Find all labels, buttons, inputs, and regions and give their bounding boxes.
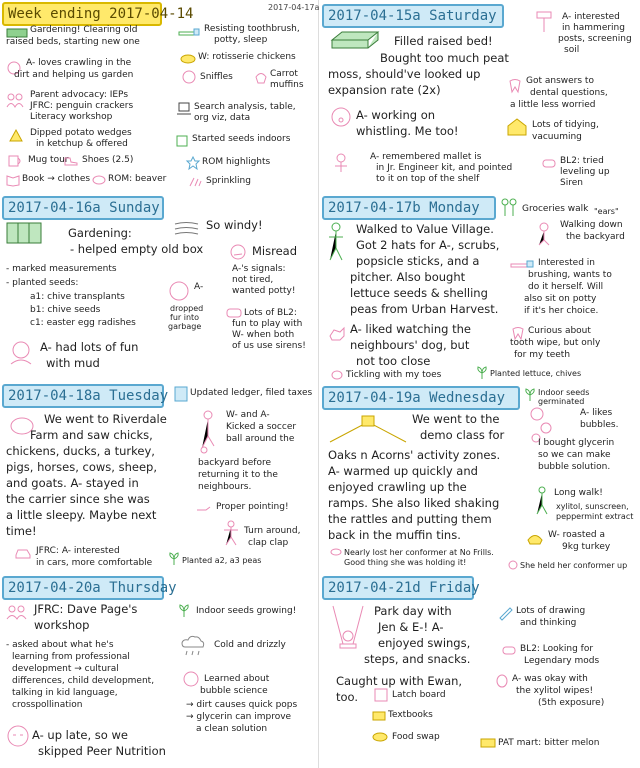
sat-right-10: leveling up (560, 167, 610, 177)
chicken-icon (180, 52, 196, 64)
bubble-icon (182, 670, 200, 688)
sprout-icon (178, 604, 190, 618)
walking-child-icon (534, 222, 554, 246)
sun-line-20: A- had lots of fun (40, 340, 139, 354)
sat-header: 2017-04-15a Saturday (322, 4, 504, 28)
mon-line-9: the backyard (566, 232, 625, 242)
sat-line-8: to it on top of the shelf (376, 174, 480, 184)
toothbrush-icon (178, 28, 200, 38)
sprout-icon (524, 388, 536, 402)
week-left-3: dirt and helping us garden (14, 70, 134, 80)
sat-right-11: Siren (560, 178, 583, 188)
sun-line-15: wanted potty! (232, 286, 296, 296)
tue-line-20: Planted a2, a3 peas (182, 556, 262, 565)
wed-line-12: I bought glycerin (538, 438, 615, 448)
sat-right-6: a little less worried (510, 100, 596, 110)
thu-line-4: development → cultural (12, 664, 119, 674)
tue-line-6: the carrier since she was (6, 492, 150, 506)
wed-line-7: ramps. She also liked shaking (328, 496, 500, 510)
sat-right-9: BL2: tried (560, 156, 604, 166)
sprinkle-icon (188, 176, 202, 188)
mug-icon (8, 155, 22, 167)
wed-line-19: 9kg turkey (562, 542, 611, 552)
mon-line-19: tooth wipe, but only (510, 338, 601, 348)
shoe-icon (64, 155, 78, 167)
fri-line-1: Jen & E-! A- (378, 620, 444, 634)
laptop-icon (176, 102, 192, 116)
mon-line-8: Walking down (560, 220, 623, 230)
mon-line-15: A- liked watching the (350, 322, 471, 336)
sun-line-16: Lots of BL2: (244, 308, 297, 318)
week-left-5: JFRC: penguin crackers (30, 101, 134, 111)
wed-line-6: enjoyed crawling up the (328, 480, 467, 494)
wed-line-21: Good thing she was holding it! (344, 558, 467, 567)
wed-line-2: We went to the (412, 412, 500, 426)
eye-icon (330, 546, 342, 558)
child-mallet-icon (330, 152, 352, 174)
week-right-3: Sniffles (200, 72, 233, 82)
mon-line-22: Planted lettuce, chives (490, 369, 582, 378)
sat-right-1: in hammering (562, 23, 625, 33)
fri-line-7: Textbooks (388, 710, 433, 720)
sat-right-5: dental questions, (530, 88, 608, 98)
sun-line-7: c1: easter egg radishes (30, 318, 136, 328)
fri-line-10: and thinking (520, 618, 577, 628)
house-icon (506, 118, 528, 136)
week-date: 2017-04-17a (268, 3, 320, 12)
tue-line-11: ball around the (226, 434, 295, 444)
sun-line-19: of us use sirens! (232, 341, 306, 351)
mon-line-11: brushing, wants to (528, 270, 612, 280)
sat-right-3: soil (564, 45, 580, 55)
sprout-icon (168, 552, 180, 566)
tue-line-13: returning it to the (198, 470, 278, 480)
wed-line-20: Nearly lost her conformer at No Frills. (344, 548, 494, 557)
thu-line-3: learning from professional (12, 652, 130, 662)
sat-line-7: in Jr. Engineer kit, and pointed (376, 163, 513, 173)
wed-line-0: Indoor seeds (538, 388, 590, 397)
wed-line-4: Oaks n Acorns' activity zones. (328, 448, 501, 462)
pointing-hand-icon (196, 502, 212, 516)
fri-header: 2017-04-21d Friday (322, 576, 474, 600)
sat-line-4: A- working on (356, 108, 436, 122)
latch-board-icon (374, 688, 388, 702)
tue-line-3: chickens, ducks, a turkey, (6, 444, 155, 458)
week-right-2: W: rotisserie chickens (198, 52, 296, 62)
week-left-12: ROM: beaver (108, 174, 167, 184)
week-left-0: Gardening! Clearing old (30, 25, 138, 35)
week-left-11: Book → clothes (22, 174, 91, 184)
week-right-7: org viz, data (194, 113, 251, 123)
tue-line-19: in cars, more comfortable (36, 558, 153, 568)
wed-line-5: A- warmed up quickly and (328, 464, 478, 478)
fri-line-0: Park day with (374, 604, 452, 618)
dancing-child-icon (222, 520, 240, 546)
sat-line-0: Filled raised bed! (394, 34, 493, 48)
thu-line-2: - asked about what he's (6, 640, 114, 650)
book-icon (6, 174, 20, 186)
tue-line-15: Proper pointing! (216, 502, 289, 512)
wed-line-11: bubbles. (580, 420, 619, 430)
fri-line-14: the xylitol wipes! (516, 686, 594, 696)
thu-line-14: → dirt causes quick pops (186, 700, 298, 710)
wed-line-3: demo class for (420, 428, 505, 442)
sun-line-0: So windy! (206, 218, 263, 232)
thu-line-9: skipped Peer Nutrition (38, 744, 166, 758)
thu-line-1: workshop (34, 618, 90, 632)
tue-line-12: backyard before (198, 458, 271, 468)
sun-line-6: b1: chive seeds (30, 305, 101, 315)
thu-header: 2017-04-20a Thursday (2, 576, 164, 600)
tue-line-9: W- and A- (226, 410, 270, 420)
thu-line-5: differences, child development, (12, 676, 155, 686)
tue-line-5: and goats. A- stayed in (6, 476, 139, 490)
tue-line-0: Updated ledger, filed taxes (190, 388, 313, 398)
foot-icon (330, 368, 344, 380)
confused-face-icon (230, 244, 246, 260)
fri-line-4: Caught up with Ewan, (336, 674, 463, 688)
week-right-1: potty, sleep (214, 35, 268, 45)
fri-line-5: too. (336, 690, 359, 704)
mon-line-6: lettuce seeds & shelling (350, 286, 488, 300)
raised-bed-icon (330, 30, 380, 52)
mon-header: 2017-04-17b Monday (322, 196, 496, 220)
swing-icon (330, 604, 366, 674)
week-left-2: A- loves crawling in the (26, 58, 132, 68)
week-right-6: Search analysis, table, (194, 102, 296, 112)
wed-line-18: W- roasted a (548, 530, 606, 540)
food-swap-icon (372, 730, 388, 742)
dog-icon (328, 324, 346, 344)
muffin-icon (254, 70, 268, 84)
wed-line-16: xylitol, sunscreen, (556, 502, 629, 511)
sat-line-5: whistling. Me too! (356, 124, 459, 138)
sat-line-6: A- remembered mallet is (370, 152, 482, 162)
pencil-icon (498, 606, 514, 620)
week-header: Week ending 2017-04-14 (2, 2, 162, 26)
wed-line-22: She held her conformer up (520, 561, 628, 570)
mon-line-12: do it herself. Will (528, 282, 604, 292)
week-right-10: Sprinkling (206, 176, 251, 186)
tue-line-10: Kicked a soccer (226, 422, 297, 432)
soccer-player-icon (196, 410, 220, 454)
walking-person-icon (534, 486, 550, 516)
sun-line-12: Misread (252, 244, 298, 258)
sat-right-2: posts, screening (558, 34, 632, 44)
thu-line-12: Learned about (204, 674, 270, 684)
mon-line-3: Got 2 hats for A-, scrubs, (356, 238, 500, 252)
tue-line-18: JFRC: A- interested (36, 546, 120, 556)
week-left-1: raised beds, starting new one (6, 37, 140, 47)
thu-line-0: JFRC: Dave Page's (34, 602, 138, 616)
week-right-4: Carrot (270, 69, 298, 79)
gamepad-icon (502, 644, 516, 656)
sun-line-3: - marked measurements (6, 264, 117, 274)
walking-family-icon (500, 198, 518, 218)
mud-child-icon (8, 340, 34, 366)
mon-line-18: Curious about (528, 326, 591, 336)
sprout-icon (476, 366, 488, 380)
tue-line-4: pigs, horses, cows, sheep, (6, 460, 157, 474)
fri-line-16: PAT mart: bitter melon (498, 738, 600, 748)
sat-right-7: Lots of tidying, (532, 120, 599, 130)
fri-line-8: Food swap (392, 732, 440, 742)
turkey-icon (526, 530, 544, 546)
thu-line-13: bubble science (200, 686, 268, 696)
mon-line-5: pitcher. Also bought (350, 270, 466, 284)
column-divider (318, 0, 319, 768)
sun-line-21: with mud (46, 356, 100, 370)
tue-line-17: clap clap (248, 538, 289, 548)
sat-right-0: A- interested (562, 12, 620, 22)
sleepy-child-icon (6, 724, 30, 748)
wed-line-1: germinated (538, 397, 585, 406)
sat-line-2: moss, should've looked up (328, 67, 481, 81)
mon-line-14: if it's her choice. (524, 306, 599, 316)
wed-line-8: the rattles and putting them (328, 512, 492, 526)
fri-line-6: Latch board (392, 690, 446, 700)
week-left-8: in ketchup & offered (36, 139, 128, 149)
sun-line-14: not tired, (232, 275, 274, 285)
sun-line-13: A-'s signals: (232, 264, 286, 274)
rain-cloud-icon (180, 634, 206, 660)
sat-right-4: Got answers to (526, 76, 594, 86)
wind-icon (174, 220, 200, 236)
mon-line-16: neighbours' dog, but (350, 338, 470, 352)
thu-line-7: crosspollination (12, 700, 83, 710)
thu-line-16: a clean solution (196, 724, 268, 734)
week-right-9: ROM highlights (202, 157, 271, 167)
fri-line-12: Legendary mods (524, 656, 600, 666)
mon-line-7: peas from Urban Harvest. (350, 302, 499, 316)
sun-line-9: dropped (170, 304, 204, 313)
week-left-10: Shoes (2.5) (82, 155, 134, 165)
week-left-7: Dipped potato wedges (30, 128, 132, 138)
thu-line-11: Cold and drizzly (214, 640, 286, 650)
wed-line-10: A- likes (580, 408, 613, 418)
mon-line-2: Walked to Value Village. (356, 222, 494, 236)
garden-box-icon (6, 222, 42, 244)
tue-line-2: Farm and saw chicks, (30, 428, 153, 442)
sun-line-8: A- (194, 282, 204, 292)
week-left-6: Literacy workshop (30, 112, 113, 122)
fri-line-11: BL2: Looking for (520, 644, 594, 654)
gamepad-icon (226, 306, 242, 320)
fri-line-2: enjoyed swings, (378, 636, 471, 650)
wed-line-13: so we can make (538, 450, 611, 460)
mon-line-10: Interested in (538, 258, 595, 268)
thu-line-15: → glycerin can improve (186, 712, 292, 722)
tue-line-1: We went to Riverdale (44, 412, 167, 426)
sat-line-1: Bought too much peat (380, 51, 509, 65)
star-icon (186, 156, 200, 170)
fri-line-9: Lots of drawing (516, 606, 586, 616)
thu-line-8: A- up late, so we (32, 728, 128, 742)
mon-line-20: for my teeth (514, 350, 571, 360)
wed-header: 2017-04-19a Wednesday (322, 386, 520, 410)
fri-line-13: A- was okay with (512, 674, 588, 684)
sun-line-1: Gardening: (68, 226, 132, 240)
week-left-4: Parent advocacy: IEPs (30, 90, 129, 100)
sun-line-17: fun to play with (232, 319, 303, 329)
sat-right-8: vacuuming (532, 132, 582, 142)
sun-line-18: W- when both (232, 330, 295, 340)
mon-line-1: "ears" (594, 207, 619, 216)
sun-line-10: fur into (170, 313, 200, 322)
ledger-icon (174, 386, 188, 402)
parent-group-icon (6, 604, 28, 620)
week-right-8: Started seeds indoors (192, 134, 291, 144)
tooth-icon (508, 78, 522, 94)
mon-line-0: Groceries walk (522, 204, 589, 214)
fri-line-3: steps, and snacks. (364, 652, 471, 666)
sun-line-11: garbage (168, 322, 202, 331)
hammer-icon (534, 10, 556, 34)
mouth-icon (496, 674, 508, 688)
sun-line-4: - planted seeds: (6, 278, 79, 288)
ticket-icon (480, 736, 496, 750)
walking-person-icon (326, 222, 346, 262)
gamepad-icon (542, 156, 556, 170)
wed-line-9: back in the muffin tins. (328, 528, 461, 542)
sat-line-3: expansion rate (2x) (328, 83, 441, 97)
tue-line-7: a little sleepy. Maybe next (6, 508, 157, 522)
parent-group-icon (6, 92, 24, 108)
fri-line-15: (5th exposure) (538, 698, 605, 708)
potato-wedge-icon (8, 128, 24, 144)
wed-line-14: bubble solution. (538, 462, 611, 472)
textbooks-icon (372, 710, 386, 722)
week-right-0: Resisting toothbrush, (204, 24, 300, 34)
sun-header: 2017-04-16a Sunday (2, 196, 164, 220)
week-left-9: Mug tour (28, 155, 69, 165)
tissue-face-icon (182, 70, 196, 84)
thu-line-10: Indoor seeds growing! (196, 606, 297, 616)
whistling-face-icon (330, 106, 352, 128)
week-right-5: muffins (270, 80, 304, 90)
mon-line-13: also sit on potty (524, 294, 597, 304)
tue-line-8: time! (6, 524, 37, 538)
toothbrush-icon (510, 260, 534, 270)
car-icon (14, 546, 32, 560)
tue-header: 2017-04-18a Tuesday (2, 384, 164, 408)
sun-line-5: a1: chive transplants (30, 292, 125, 302)
child-face-icon (168, 280, 190, 304)
thu-line-6: talking in kid language, (12, 688, 118, 698)
conformer-icon (508, 560, 518, 570)
seedling-tray-icon (176, 134, 188, 148)
mon-line-4: popsicle sticks, and a (356, 254, 480, 268)
mon-line-21: Tickling with my toes (346, 370, 442, 380)
play-ramp-icon (328, 414, 408, 444)
wed-line-17: peppermint extract (556, 512, 634, 521)
mon-line-17: not too close (356, 354, 431, 368)
beaver-icon (92, 174, 106, 186)
tue-line-16: Turn around, (244, 526, 301, 536)
wed-line-15: Long walk! (554, 488, 603, 498)
sun-line-2: - helped empty old box (70, 242, 204, 256)
tue-line-14: neighbours. (198, 482, 252, 492)
